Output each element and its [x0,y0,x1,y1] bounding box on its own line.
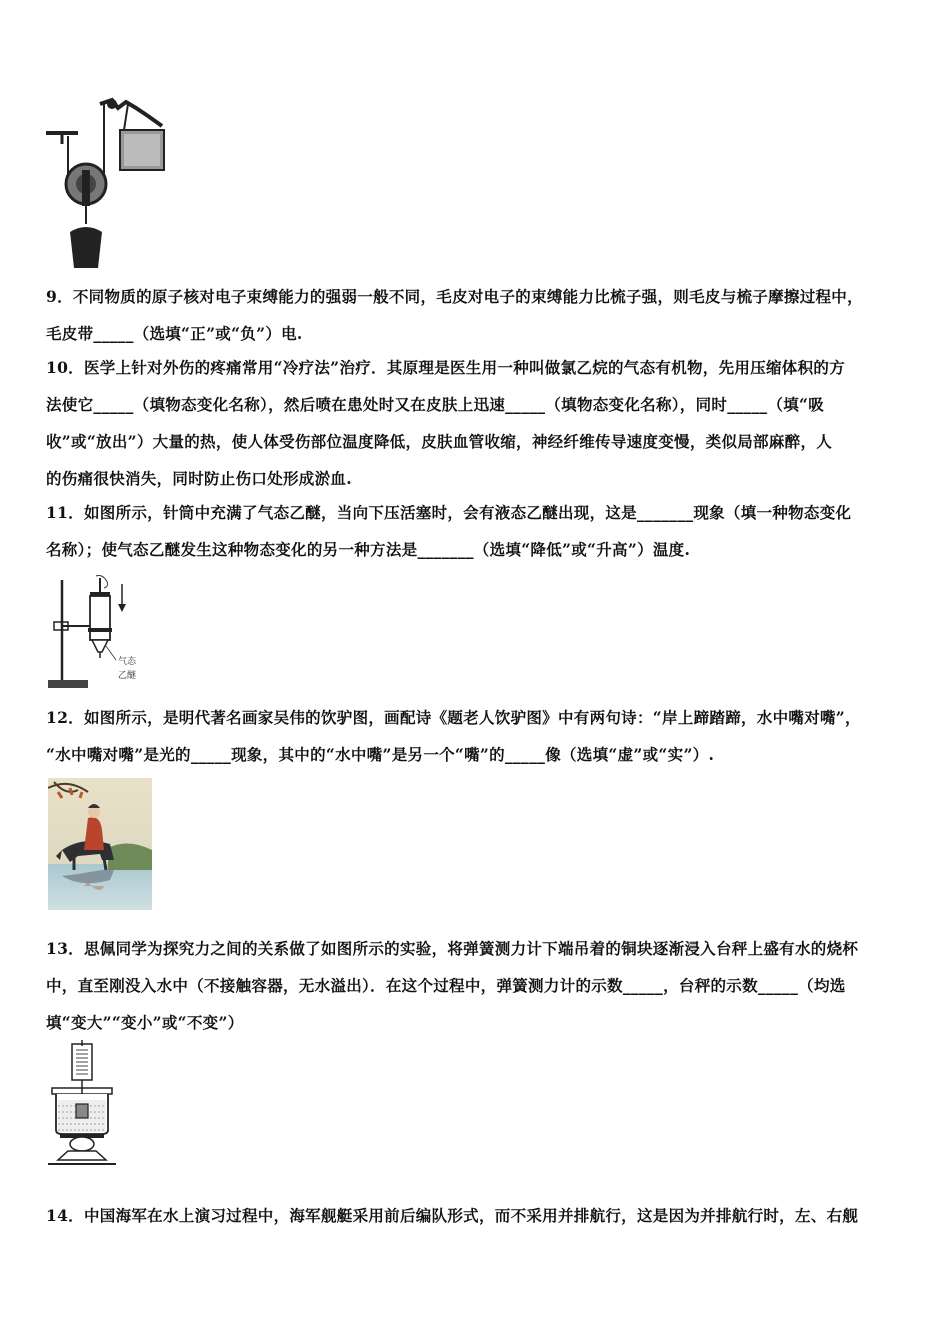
question-10-line-4: 的伤痛很快消失，同时防止伤口处形成淤血. [46,469,352,488]
question-14-line-1: 14．中国海军在水上演习过程中，海军舰艇采用前后编队形式，而不采用并排航行，这是因为并排航行时，左、右舰 [46,1206,859,1225]
question-9 [46,278,904,352]
question-11 [46,494,904,568]
question-11-line-2: 名称）；使气态乙醚发生这种物态变化的另一种方法是_______（选填“降低”或“升高”）温度. [46,540,691,559]
question-13-line-1: 13．思佩同学为探究力之间的关系做了如图所示的实验，将弹簧测力计下端吊着的铜块逐渐浸入台秤上盛有水的烧杯 [46,939,859,958]
question-11-line-1: 11．如图所示，针筒中充满了气态乙醚，当向下压活塞时，会有液态乙醚出现，这是_______现象（填一种物态变化 [46,503,852,522]
question-9-line-1: 9．不同物质的原子核对电子束缚能力的强弱一般不同，毛皮对电子的束缚能力比梳子强，则毛皮与梳子摩擦过程中， [46,287,863,306]
syringe-figure [44,572,154,692]
question-13-line-3: 填“变大”“变小”或“不变”） [46,1013,244,1032]
question-12 [46,699,904,773]
question-9-line-2: 毛皮带_____（选填“正”或“负”）电. [46,324,303,343]
donkey-painting-image [48,778,152,910]
question-10-line-3: 收”或“放出”）大量的热，使人体受伤部位温度降低，皮肤血管收缩，神经纤维传导速度变慢，类似局部麻醉，人 [46,432,833,451]
question-13 [46,930,904,1041]
question-12-line-1: 12．如图所示，是明代著名画家吴伟的饮驴图，画配诗《题老人饮驴图》中有两句诗：“岸上蹄踏蹄，水中嘴对嘴”， [46,708,861,727]
figure-label-gas: 气态 [118,657,137,667]
figure-label-ether: 乙醚 [118,671,137,681]
question-10 [46,349,904,497]
question-14 [46,1197,904,1234]
question-12-line-2: “水中嘴对嘴”是光的_____现象，其中的“水中嘴”是另一个“嘴”的_____像（选填“虚”或“实”）. [46,745,715,764]
question-13-line-2: 中，直至刚没入水中（不接触容器，无水溢出）．在这个过程中，弹簧测力计的示数_____，台秤的示数_____（均选 [46,976,846,995]
question-10-line-2: 法使它_____（填物态变化名称），然后喷在患处时又在皮肤上迅速_____（填物态变化名称），同时_____（填“吸 [46,395,825,414]
pulley-figure [44,96,170,272]
question-10-line-1: 10．医学上针对外伤的疼痛常用“冷疗法”治疗．其原理是医生用一种叫做氯乙烷的气态有机物，先用压缩体积的方 [46,358,846,377]
spring-scale-figure [44,1040,124,1168]
